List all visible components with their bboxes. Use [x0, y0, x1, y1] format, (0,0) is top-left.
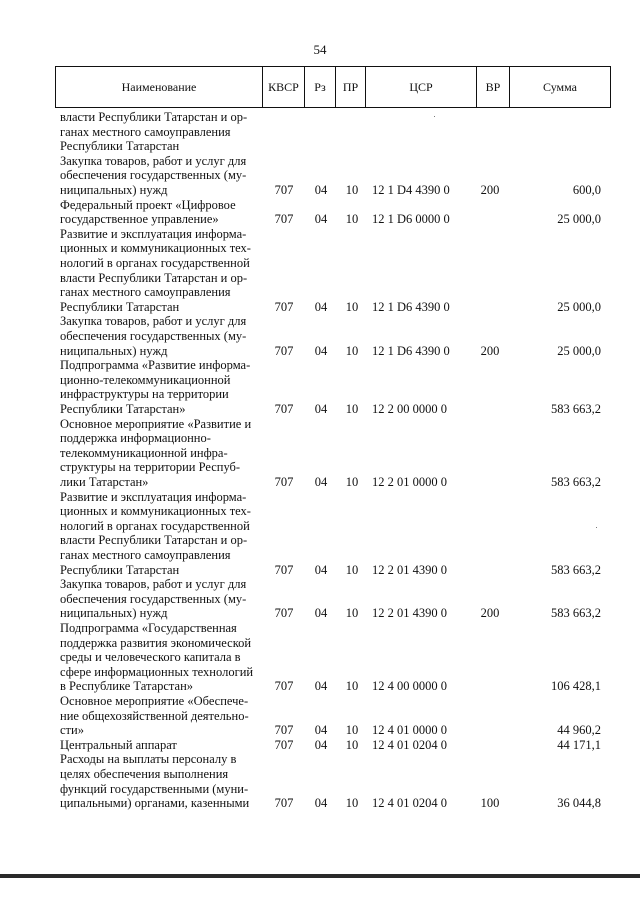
row-rz: 04 — [314, 562, 328, 577]
row-name-line: государственное управление» — [60, 212, 219, 227]
row-kvsr: 707 — [274, 562, 294, 577]
row-vr: 100 — [480, 796, 500, 811]
row-pr: 10 — [345, 796, 359, 811]
row-name-line: поддержка информационно- — [60, 431, 211, 446]
header-name: Наименование — [56, 67, 263, 107]
row-rz: 04 — [314, 679, 328, 694]
row-sum: 36 044,8 — [557, 796, 601, 811]
row-rz: 04 — [314, 723, 328, 738]
row-name-line: целях обеспечения выполнения — [60, 766, 229, 781]
header-vr: ВР — [477, 67, 510, 107]
row-pr: 10 — [345, 182, 359, 197]
scan-edge — [0, 874, 640, 878]
row-csr: 12 4 01 0000 0 — [372, 723, 447, 738]
row-name-line: Подпрограмма «Развитие информа- — [60, 358, 251, 373]
row-name — [60, 198, 256, 227]
row-name-line: ципальными) органами, казенными — [60, 796, 250, 811]
row-rz: 04 — [314, 343, 328, 358]
header-sum: Сумма — [543, 80, 577, 94]
row-csr: 12 2 00 0000 0 — [372, 401, 447, 416]
header-pr: ПР — [336, 67, 366, 107]
row-name-line: ганах местного самоуправления — [60, 124, 231, 139]
table-row — [0, 154, 640, 198]
row-name — [60, 154, 256, 198]
row-kvsr: 707 — [274, 679, 294, 694]
header-kvsr: КВСР — [263, 67, 305, 107]
row-rz: 04 — [314, 401, 328, 416]
table-row — [0, 198, 640, 227]
row-name-line: Республики Татарстан — [60, 299, 180, 314]
row-name — [60, 577, 256, 621]
row-csr: 12 1 D6 4390 0 — [372, 343, 450, 358]
row-sum: 583 663,2 — [551, 401, 601, 416]
row-rz: 04 — [314, 474, 328, 489]
row-name-line: Закупка товаров, работ и услуг для — [60, 153, 247, 168]
row-name-line: Закупка товаров, работ и услуг для — [60, 314, 247, 329]
row-name-line: сфере информационных технологий — [60, 664, 254, 679]
row-name-line: функций государственными (муни- — [60, 781, 249, 796]
row-vr: 200 — [480, 343, 500, 358]
row-sum: 583 663,2 — [551, 606, 601, 621]
row-name-line: ние общехозяйственной деятельно- — [60, 708, 249, 723]
row-csr: 12 2 01 4390 0 — [372, 562, 447, 577]
row-vr: 200 — [480, 606, 500, 621]
row-csr: 12 4 01 0204 0 — [372, 796, 447, 811]
header-rz: Рз — [305, 67, 336, 107]
row-pr: 10 — [345, 606, 359, 621]
row-name — [60, 490, 256, 578]
row-sum: 25 000,0 — [557, 212, 601, 227]
row-pr: 10 — [345, 562, 359, 577]
row-name-line: ционных и коммуникационных тех- — [60, 504, 251, 519]
row-pr: 10 — [345, 737, 359, 752]
row-name-line: Подпрограмма «Государственная — [60, 621, 237, 635]
row-name-line: среды и человеческого капитала в — [60, 650, 241, 665]
row-name-line: ганах местного самоуправления — [60, 285, 231, 300]
row-name-line: ганах местного самоуправления — [60, 547, 231, 562]
row-pr: 10 — [345, 679, 359, 694]
table-row — [0, 694, 640, 738]
page-number: 54 — [313, 42, 327, 57]
row-sum: 106 428,1 — [551, 679, 601, 694]
row-name-line: лики Татарстан» — [60, 474, 149, 489]
row-name-line: сти» — [60, 723, 84, 738]
row-pr: 10 — [345, 474, 359, 489]
row-name — [60, 110, 256, 154]
row-name-line: ниципальных) нужд — [60, 182, 168, 197]
table-row — [0, 417, 640, 490]
row-name-line: в Республике Татарстан» — [60, 679, 194, 694]
row-vr: 200 — [480, 182, 500, 197]
row-name-line: обеспечения государственных (му- — [60, 328, 247, 343]
row-kvsr: 707 — [274, 474, 294, 489]
row-sum: 25 000,0 — [557, 343, 601, 358]
scan-speck — [434, 116, 435, 117]
row-kvsr: 707 — [274, 606, 294, 621]
row-name-line: телекоммуникационной инфра- — [60, 445, 228, 460]
row-name-line: ниципальных) нужд — [60, 343, 168, 358]
row-kvsr: 707 — [274, 182, 294, 197]
row-name-line: Республики Татарстан — [60, 139, 180, 154]
row-name-line: ниципальных) нужд — [60, 606, 168, 621]
row-kvsr: 707 — [274, 401, 294, 416]
row-name-line: Основное мероприятие «Обеспече- — [60, 694, 249, 708]
table-row — [0, 752, 640, 810]
row-name — [60, 314, 256, 358]
row-name — [60, 752, 256, 810]
row-name-line: власти Республики Татарстан и ор- — [60, 110, 248, 124]
row-csr: 12 2 01 4390 0 — [372, 606, 447, 621]
row-sum: 44 960,2 — [557, 723, 601, 738]
row-csr: 12 4 01 0204 0 — [372, 737, 447, 752]
row-name-line: структуры на территории Респуб- — [60, 460, 241, 475]
row-csr: 12 1 D6 4390 0 — [372, 299, 450, 314]
row-name — [60, 227, 256, 315]
row-name-line: нологий в органах государственной — [60, 518, 250, 533]
table-row — [0, 577, 640, 621]
row-name-line: Республики Татарстан» — [60, 401, 186, 416]
row-name-line: нологий в органах государственной — [60, 255, 250, 270]
table-row — [0, 738, 640, 753]
row-name-line: Развитие и эксплуатация информа- — [60, 489, 247, 504]
row-kvsr: 707 — [274, 343, 294, 358]
row-name-line: власти Республики Татарстан и ор- — [60, 533, 248, 548]
row-name-line: Центральный аппарат — [60, 737, 177, 752]
row-name-line: Расходы на выплаты персоналу в — [60, 752, 237, 767]
row-name-line: власти Республики Татарстан и ор- — [60, 270, 248, 285]
row-rz: 04 — [314, 606, 328, 621]
table-row — [0, 110, 640, 154]
table-row — [0, 314, 640, 358]
row-name — [60, 694, 256, 738]
row-name-line: поддержка развития экономической — [60, 635, 252, 650]
table-row — [0, 358, 640, 416]
row-csr: 12 1 D6 0000 0 — [372, 212, 450, 227]
table-header — [55, 66, 611, 108]
table-row — [0, 490, 640, 578]
row-pr: 10 — [345, 299, 359, 314]
row-kvsr: 707 — [274, 796, 294, 811]
table-row — [0, 227, 640, 315]
row-rz: 04 — [314, 299, 328, 314]
row-kvsr: 707 — [274, 299, 294, 314]
row-sum: 583 663,2 — [551, 562, 601, 577]
row-sum: 583 663,2 — [551, 474, 601, 489]
row-rz: 04 — [314, 796, 328, 811]
row-name-line: Основное мероприятие «Развитие и — [60, 416, 252, 431]
row-name-line: Развитие и эксплуатация информа- — [60, 226, 247, 241]
row-pr: 10 — [345, 343, 359, 358]
row-sum: 600,0 — [572, 182, 601, 197]
row-rz: 04 — [314, 182, 328, 197]
row-kvsr: 707 — [274, 723, 294, 738]
row-pr: 10 — [345, 723, 359, 738]
row-name-line: Республики Татарстан — [60, 562, 180, 577]
header-csr: ЦСР — [366, 67, 477, 107]
row-rz: 04 — [314, 212, 328, 227]
row-pr: 10 — [345, 401, 359, 416]
row-name-line: Федеральный проект «Цифровое — [60, 197, 236, 212]
row-csr: 12 4 00 0000 0 — [372, 679, 447, 694]
row-name-line: Закупка товаров, работ и услуг для — [60, 577, 247, 592]
row-name — [60, 358, 256, 416]
row-kvsr: 707 — [274, 212, 294, 227]
row-name — [60, 417, 256, 490]
row-name — [60, 621, 256, 694]
scan-speck — [596, 527, 597, 528]
row-name-line: ционно-телекоммуникационной — [60, 372, 231, 387]
row-name-line: обеспечения государственных (му- — [60, 591, 247, 606]
row-sum: 25 000,0 — [557, 299, 601, 314]
row-name-line: ционных и коммуникационных тех- — [60, 241, 251, 256]
row-name — [60, 738, 256, 753]
row-csr: 12 2 01 0000 0 — [372, 474, 447, 489]
table-row — [0, 621, 640, 694]
row-name-line: инфраструктуры на территории — [60, 387, 229, 402]
row-kvsr: 707 — [274, 737, 294, 752]
row-name-line: обеспечения государственных (му- — [60, 168, 247, 183]
row-rz: 04 — [314, 737, 328, 752]
row-csr: 12 1 D4 4390 0 — [372, 182, 450, 197]
row-pr: 10 — [345, 212, 359, 227]
row-sum: 44 171,1 — [557, 737, 601, 752]
